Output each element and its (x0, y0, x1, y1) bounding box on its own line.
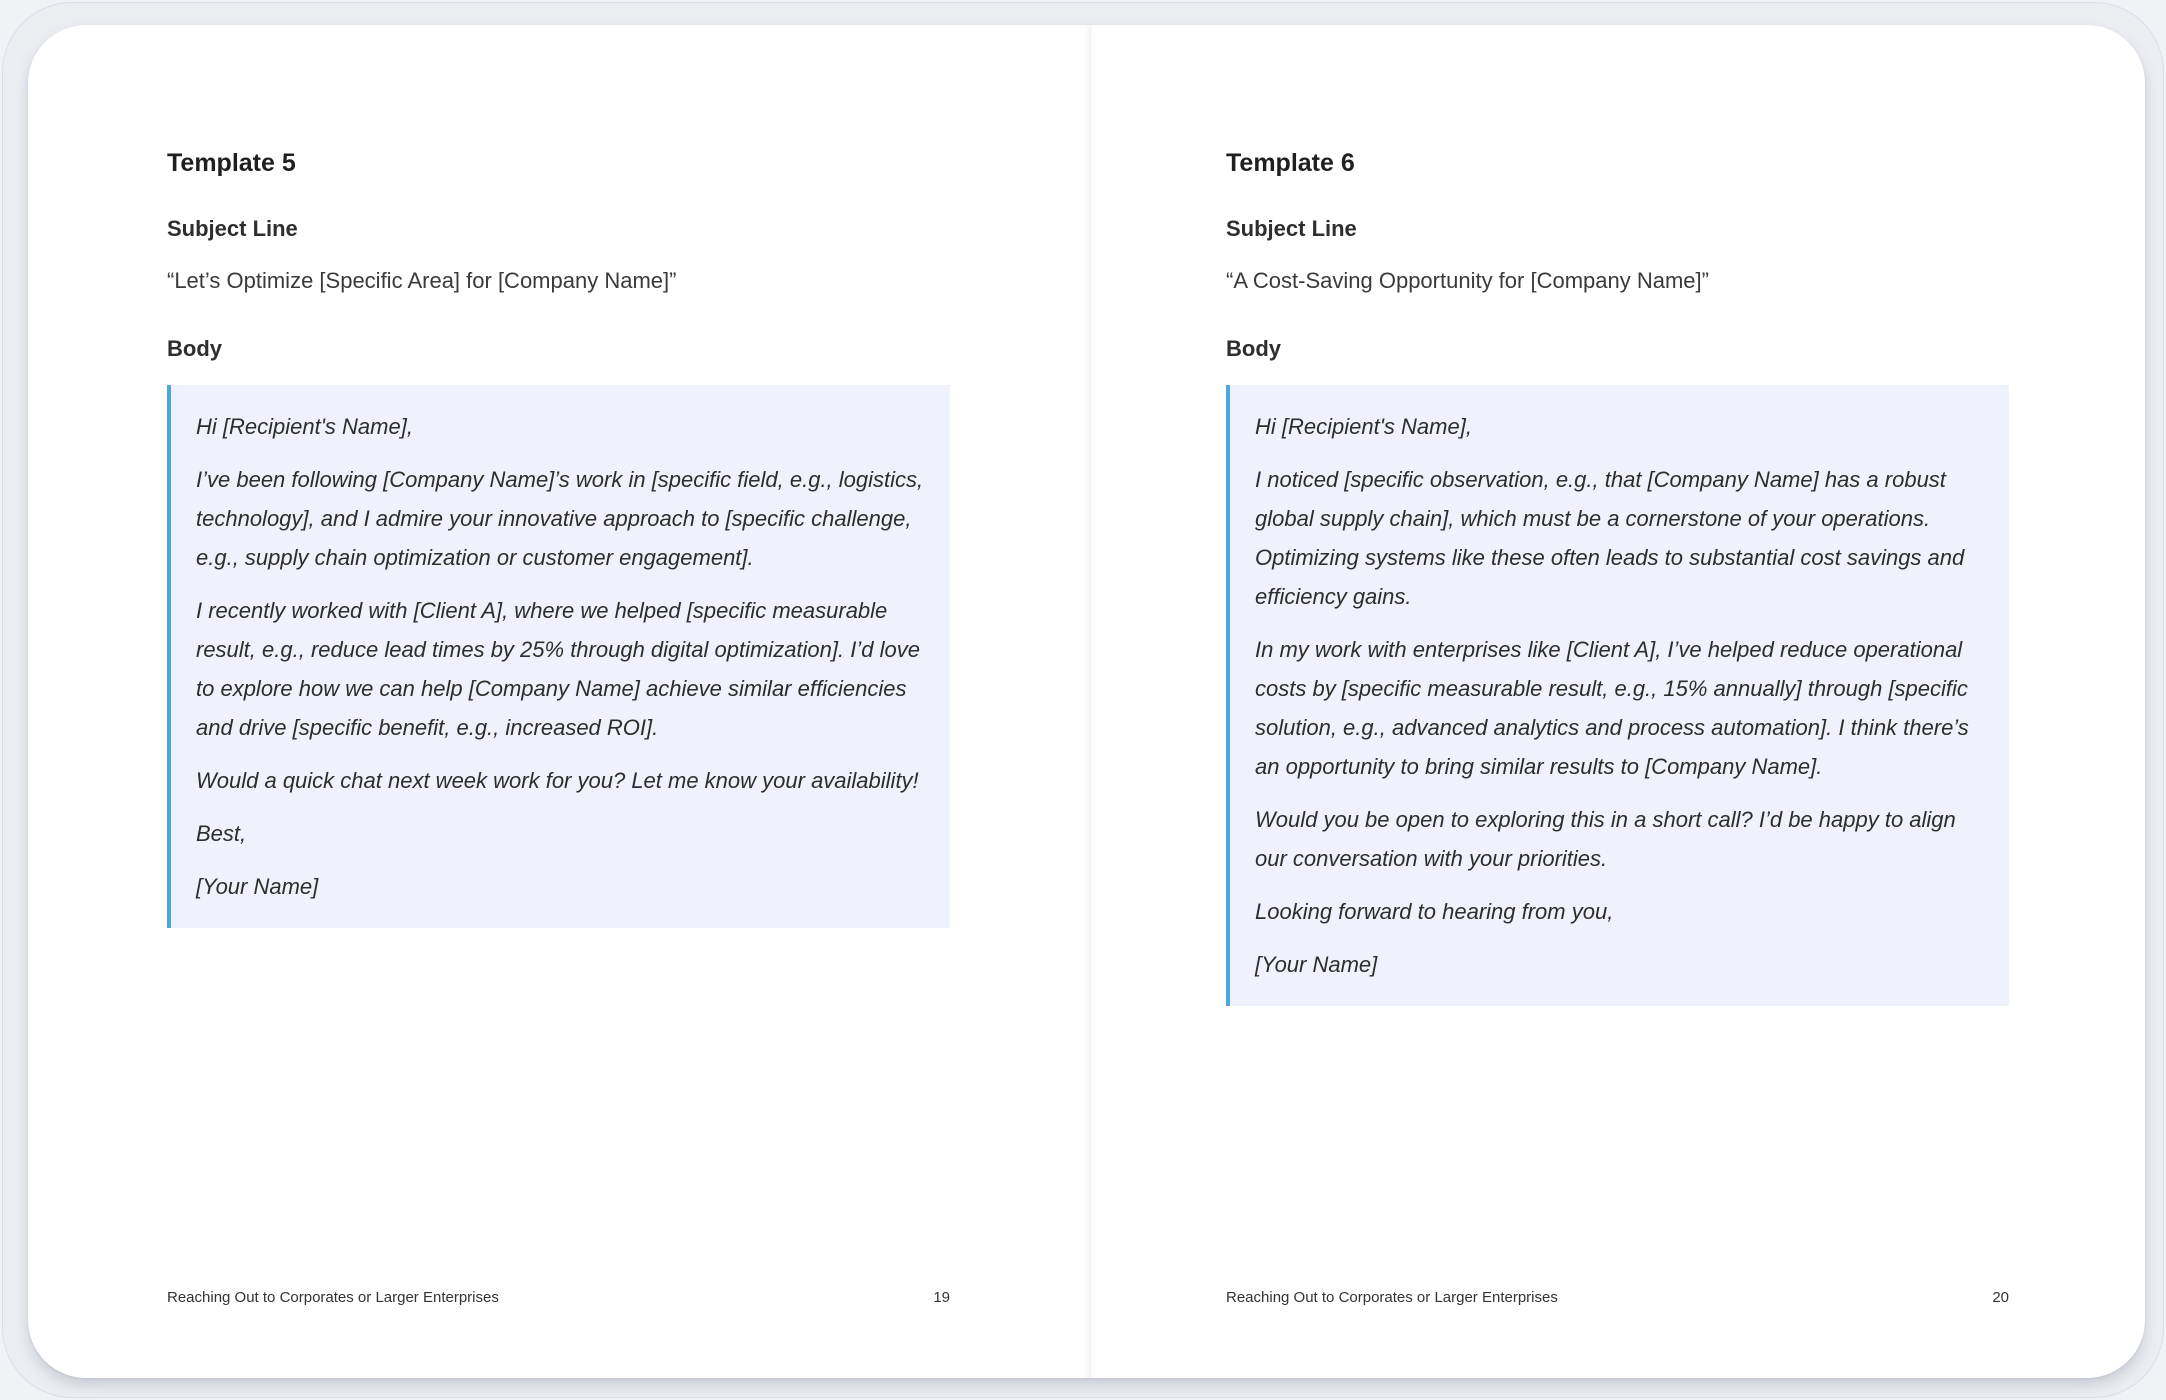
device-frame (2, 2, 2164, 1398)
page-left (28, 25, 1086, 1378)
email-greeting: Hi [Recipient's Name], (196, 414, 413, 439)
email-paragraph: Would you be open to exploring this in a short call? I’d be happy to align our conversation with your priorities. (1255, 807, 1956, 871)
page-content (167, 147, 950, 928)
footer-title: Reaching Out to Corporates or Larger Enterprises (1226, 1289, 1558, 1306)
email-signature: [Your Name] (1255, 952, 1378, 977)
page-content (1226, 147, 2009, 1006)
subject-line-label: Subject Line (167, 216, 298, 241)
footer-title: Reaching Out to Corporates or Larger Enterprises (167, 1289, 499, 1306)
email-paragraph: I noticed [specific observation, e.g., that [Company Name] has a robust global supply chain], which must be a cornerstone of your operations. Optimizing systems like these often leads to substantial cost savings and efficiency gains. (1255, 467, 1965, 609)
email-signoff: Looking forward to hearing from you, (1255, 899, 1614, 924)
email-signoff: Best, (196, 821, 247, 846)
email-body-quote (167, 385, 950, 928)
template-title: Template 5 (167, 149, 296, 177)
body-label: Body (1226, 336, 1281, 361)
page-number: 19 (933, 1289, 950, 1306)
email-paragraph: In my work with enterprises like [Client A], I’ve helped reduce operational costs by [specific measurable result, e.g., 15% annually] through [specific solution, e.g., advanced analytics and process automation]. I think there’s an opportunity to bring similar results to [Company Name]. (1255, 637, 1969, 779)
subject-line-text: “Let’s Optimize [Specific Area] for [Company Name]” (167, 268, 677, 293)
email-signature: [Your Name] (196, 874, 319, 899)
email-greeting: Hi [Recipient's Name], (1255, 414, 1472, 439)
page-right (1086, 25, 2144, 1378)
page-footer (167, 1288, 950, 1308)
subject-line-label: Subject Line (1226, 216, 1357, 241)
book-spread (28, 25, 2145, 1378)
email-paragraph: Would a quick chat next week work for you? Let me know your availability! (196, 768, 919, 793)
page-number: 20 (1992, 1289, 2009, 1306)
email-paragraph: I recently worked with [Client A], where we helped [specific measurable result, e.g., reduce lead times by 25% through digital optimization]. I’d love to explore how we can help [Company Name] achieve similar efficiencies and drive [specific benefit, e.g., increased ROI]. (196, 598, 920, 740)
subject-line-text: “A Cost-Saving Opportunity for [Company Name]” (1226, 268, 1709, 293)
body-label: Body (167, 336, 222, 361)
email-body-quote (1226, 385, 2009, 1006)
page-footer (1226, 1288, 2009, 1308)
template-title: Template 6 (1226, 149, 1355, 177)
email-paragraph: I’ve been following [Company Name]’s work in [specific field, e.g., logistics, technology], and I admire your innovative approach to [specific challenge, e.g., supply chain optimization or customer engagement]. (196, 467, 924, 570)
